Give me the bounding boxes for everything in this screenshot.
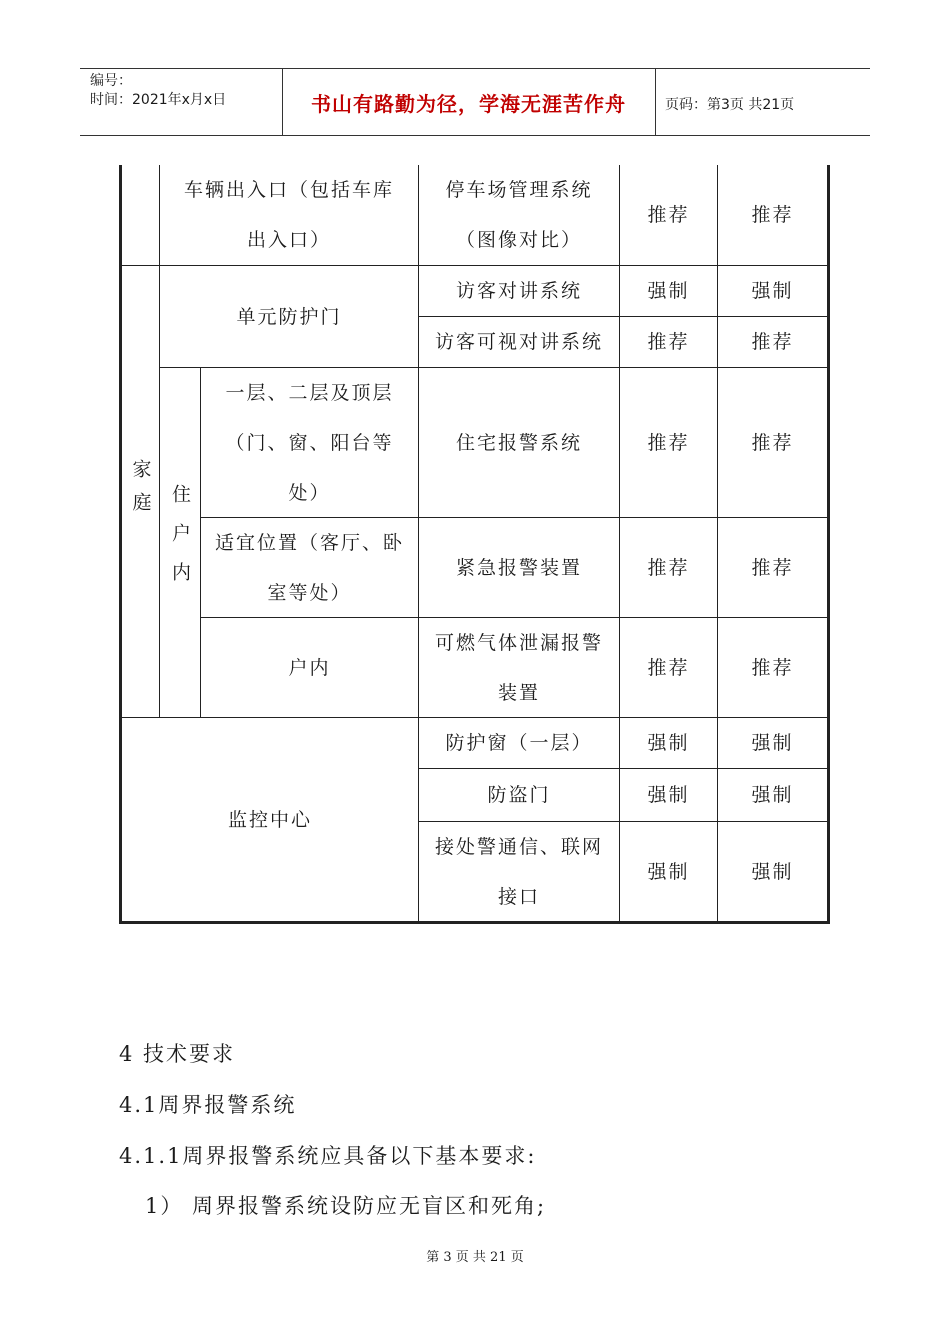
table-border-right (827, 165, 830, 924)
cell-system: 防护窗（一层） (445, 732, 593, 754)
header-meta (90, 72, 226, 110)
cell-system: 接处警通信、联网接口 (434, 835, 603, 908)
cell-requirement: 推荐 (647, 556, 690, 579)
cell-requirement: 推荐 (647, 331, 690, 353)
group-label-indoor (160, 368, 200, 717)
cell-location: 一层、二层及顶层（门、窗、阳台等处） (225, 381, 394, 504)
cell-requirement: 强制 (647, 784, 690, 806)
group-label-home (122, 266, 159, 717)
header-page-label: 页码：第3页 共21页 (665, 97, 795, 113)
cell-requirement: 推荐 (751, 656, 794, 679)
cell-location: 单元防护门 (236, 305, 342, 328)
header-top-rule (80, 68, 870, 69)
document-date-label: 时间：2021年x月x日 (90, 92, 227, 108)
cell-location: 监控中心 (227, 808, 312, 831)
list-item: 1） 周界报警系统设防应无盲区和死角; (145, 1194, 547, 1218)
security-requirements-table (119, 165, 830, 924)
subsection-heading: 4.1周界报警系统 (119, 1093, 297, 1117)
cell-location: 户内 (288, 656, 331, 679)
cell-system: 防盗门 (487, 784, 551, 806)
cell-requirement: 强制 (751, 784, 794, 806)
cell-system: 停车场管理系统（图像对比） (445, 179, 593, 251)
cell-requirement: 推荐 (751, 331, 794, 353)
cell-requirement: 强制 (751, 732, 794, 754)
clause-heading: 4.1.1周界报警系统应具备以下基本要求: (119, 1144, 537, 1168)
cell-requirement: 强制 (751, 860, 794, 883)
header-bottom-rule (80, 135, 870, 136)
cell-system: 可燃气体泄漏报警装置 (434, 631, 603, 704)
cell-requirement: 推荐 (647, 656, 690, 679)
cell-requirement: 强制 (647, 280, 690, 302)
page-footer: 第 3 页 共 21 页 (426, 1250, 524, 1265)
cell-system: 访客可视对讲系统 (434, 331, 603, 353)
cell-requirement: 强制 (647, 732, 690, 754)
cell-requirement: 推荐 (751, 431, 794, 454)
section-heading: 4 技术要求 (119, 1042, 236, 1066)
cell-requirement: 推荐 (647, 431, 690, 454)
cell-location: 适宜位置（客厅、卧室等处） (214, 531, 404, 604)
header-motto: 书山有路勤为径，学海无涯苦作舟 (311, 92, 626, 116)
group-label-indoor-text: 住户内 (169, 484, 191, 601)
cell-requirement: 强制 (647, 860, 690, 883)
cell-system: 访客对讲系统 (455, 280, 582, 302)
cell-system: 住宅报警系统 (455, 431, 582, 454)
cell-requirement: 推荐 (751, 204, 794, 226)
cell-system: 紧急报警装置 (455, 556, 582, 579)
cell-requirement: 推荐 (647, 204, 690, 226)
document-number-label: 编号： (90, 73, 132, 89)
cell-location: 车辆出入口（包括车库出入口） (183, 179, 394, 251)
cell-requirement: 推荐 (751, 556, 794, 579)
group-label-home-text: 家庭 (129, 458, 152, 525)
cell-requirement: 强制 (751, 280, 794, 302)
header-divider-right (655, 68, 656, 136)
